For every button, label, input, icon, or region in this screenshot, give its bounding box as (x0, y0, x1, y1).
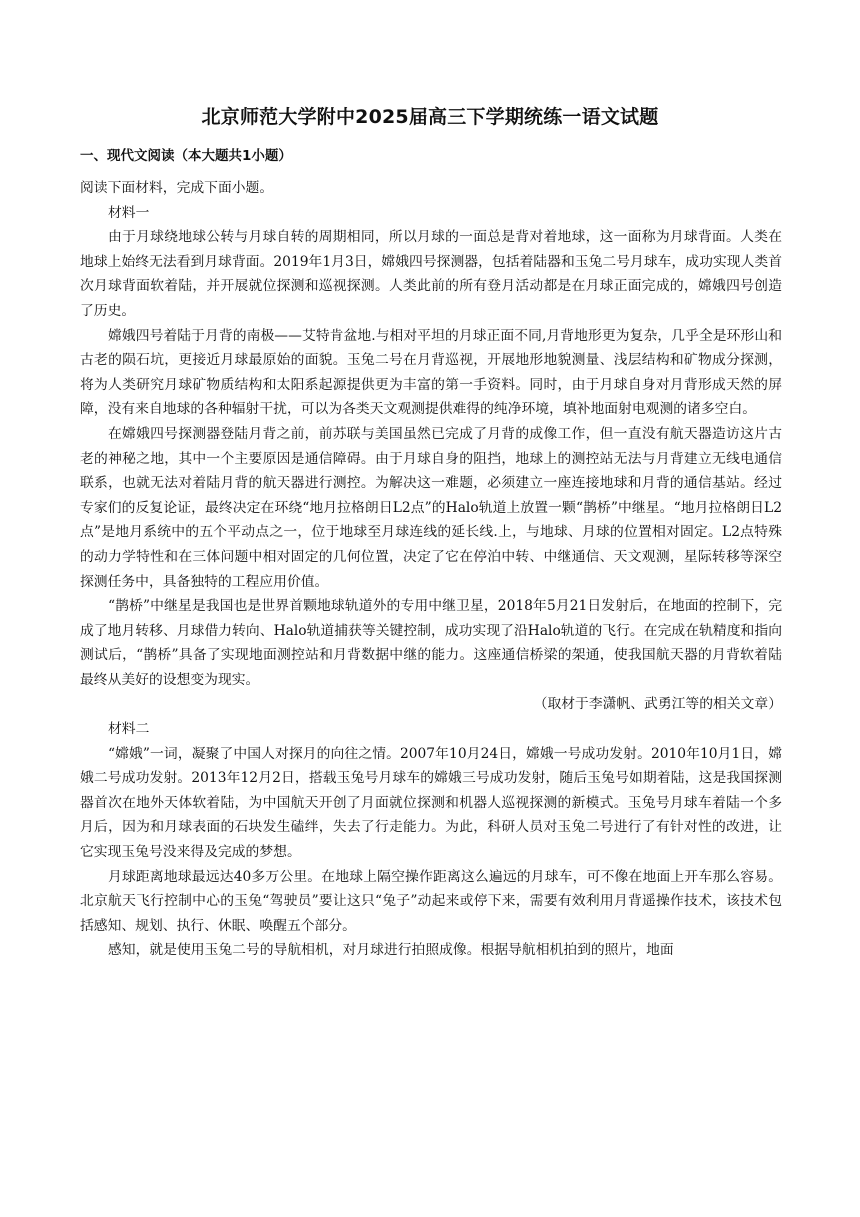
material1-paragraph-4: “鹊桥”中继星是我国也是世界首颗地球轨道外的专用中继卫星，2018年5月21日发射后，在地面的控制下，完成了地月转移、月球借力转向、Halo轨道捕获等关键控制，成功实现了沿Halo轨道的飞行。在完成在轨精度和指向测试后，“鹊桥”具备了实现地面测控站和月背数据中继的能力。这座通信桥梁的架通，使我国航天器的月背软着陆最终从美好的设想变为现实。 (80, 598, 782, 688)
material1-paragraph-2: 嫦娥四号着陆于月背的南极——艾特肯盆地.与相对平坦的月球正面不同,月背地形更为复杂，几乎全是环形山和古老的陨石坑，更接近月球最原始的面貌。玉兔二号在月背巡视，开展地形地貌测量、浅层结构和矿物成分探测，将为人类研究月球矿物质结构和太阳系起源提供更为丰富的第一手资料。同时，由于月球自身对月背形成天然的屏障，没有来自地球的各种辐射干扰，可以为各类天文观测提供难得的纯净环境，填补地面射电观测的诸多空白。 (80, 327, 782, 418)
material2-paragraph-2: 月球距离地球最远达40多万公里。在地球上隔空操作距离这么遍远的月球车，可不像在地面上开车那么容易。北京航天飞行控制中心的玉兔“驾驶员”要让这只“兔子”动起来或停下来，需要有效利用月背遥操作技术，该技术包括感知、规划、执行、休眠、唤醒五个部分。 (80, 868, 782, 934)
instruction-text: 阅读下面材料，完成下面小题。 (80, 180, 274, 196)
material2-paragraph-3: 感知，就是使用玉兔二号的导航相机，对月球进行拍照成像。根据导航相机拍到的照片，地面 (108, 942, 674, 959)
material2-label: 材料二 (108, 721, 150, 738)
document-title: 北京师范大学附中2025届高三下学期统练一语文试题 (201, 106, 659, 128)
material2-paragraph-1: “嫦娥”一词，凝聚了中国人对探月的向往之情。2007年10月24日，嫦娥一号成功发射。2010年10月1日，嫦娥二号成功发射。2013年12月2日，搭载玉兔号月球车的嫦娥三号成功发射，随后玉兔号如期着陆，这是我国探测器首次在地外天体软着陆，为中国航天开创了月面就位探测和机器人巡视探测的新模式。玉兔号月球车着陆一个多月后，因为和月球表面的石块发生磕绊，失去了行走能力。为此，科研人员对玉兔二号进行了有针对性的改进，让它实现玉兔号没来得及完成的梦想。 (80, 745, 782, 861)
document-body (80, 176, 782, 963)
material1-paragraph-1: 由于月球绕地球公转与月球自转的周期相同，所以月球的一面总是背对着地球，这一面称为月球背面。人类在地球上始终无法看到月球背面。2019年1月3日，嫦娥四号探测器，包括着陆器和玉兔二号月球车，成功实现人类首次月球背面软着陆，并开展就位探测和巡视探测。人类此前的所有登月活动都是在月球正面完成的，嫦娥四号创造了历史。 (80, 229, 782, 319)
section-heading: 一、现代文阅读（本大题共1小题） (80, 148, 292, 164)
material1-paragraph-3: 在嫦娥四号探测器登陆月背之前，前苏联与美国虽然已完成了月背的成像工作，但一直没有航天器造访这片古老的神秘之地，其中一个主要原因是通信障碍。由于月球自身的阻挡，地球上的测控站无法与月背建立无线电通信联系，也就无法对着陆月背的航天器进行测控。为解决这一难题，必须建立一座连接地球和月背的通信基站。经过专家们的反复论证，最终决定在环绕“地月拉格朗日L2点”的Halo轨道上放置一颗“鹊桥”中继星。“地月拉格朗日L2点”是地月系统中的五个平动点之一，位于地球至月球连线的延长线.上，与地球、月球的位置相对固定。L2点特殊的动力学特性和在三体问题中相对固定的几何位置，决定了它在停泊中转、中继通信、天文观测，星际转移等深空探测任务中，具备独特的工程应用价值。 (80, 425, 782, 590)
material1-source: （取材于李潇帆、武勇江等的相关文章） (533, 696, 782, 713)
material1-label: 材料一 (108, 204, 150, 221)
